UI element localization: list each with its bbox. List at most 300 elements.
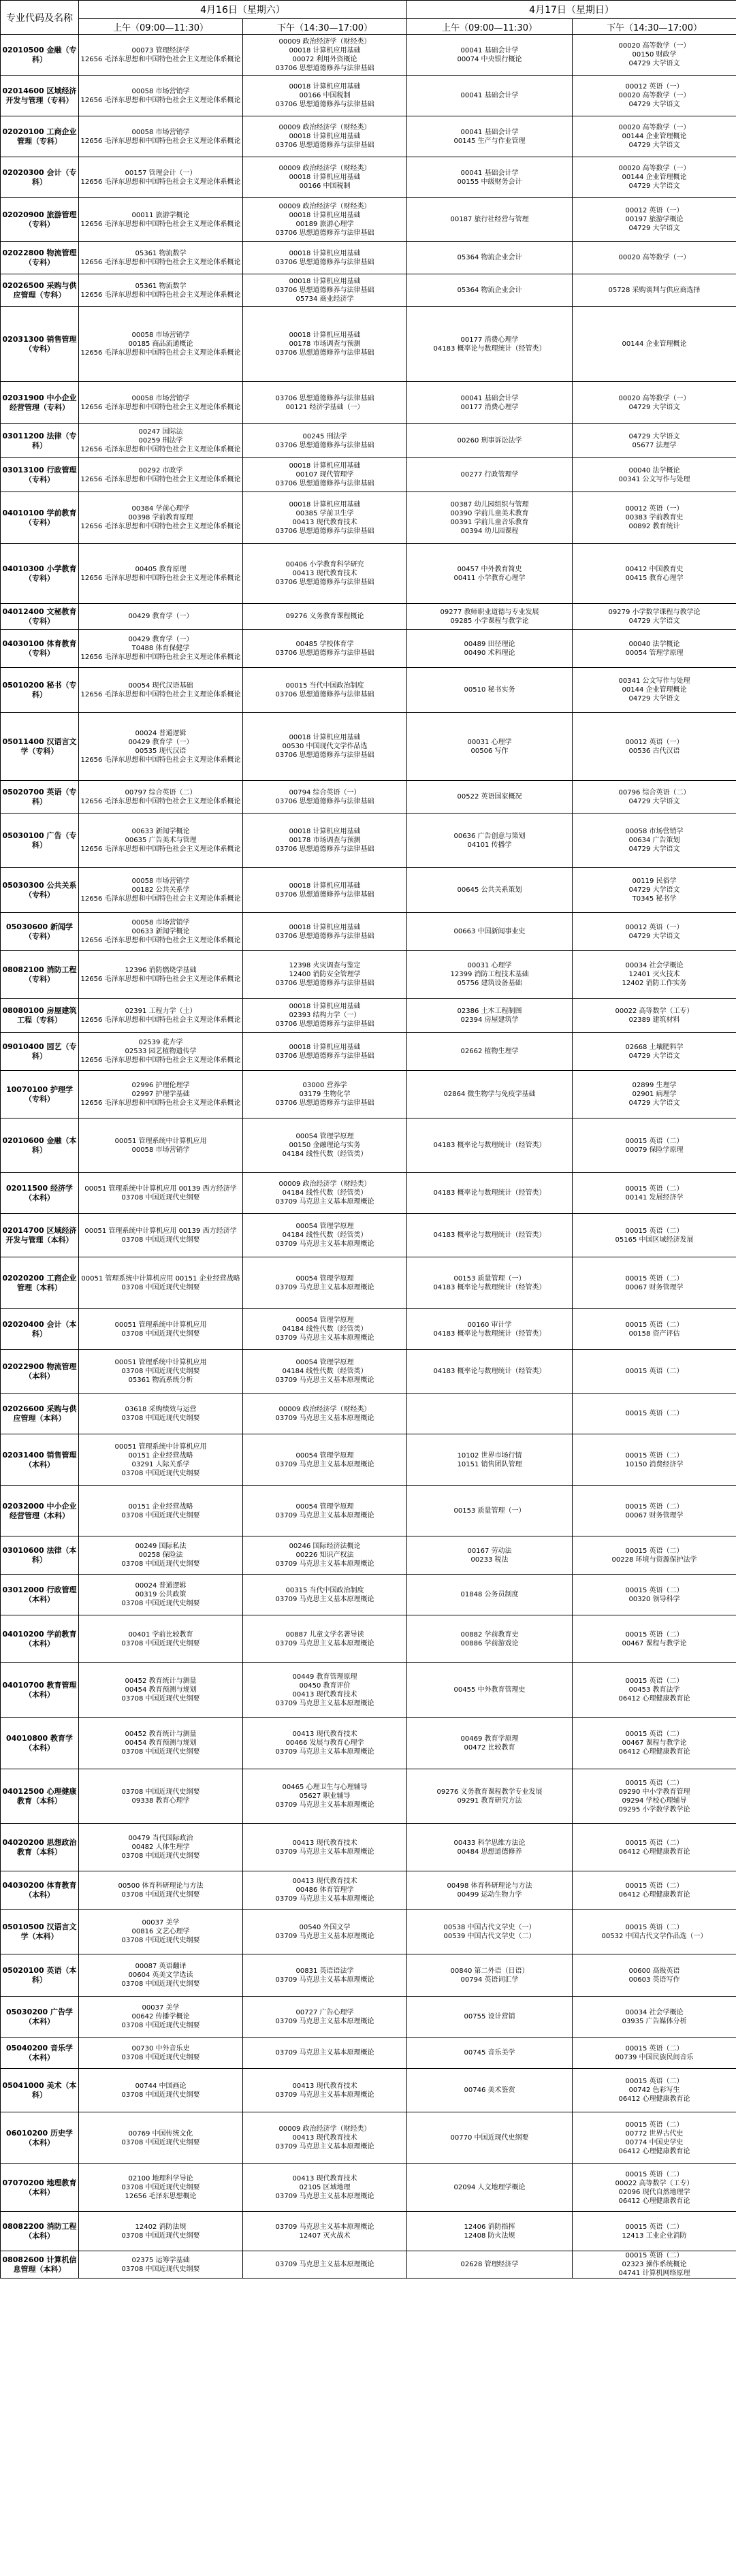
course-item: 03706 思想道德修养与法律基础 [275, 394, 374, 402]
course-item: 00455 中外教育管理史 [453, 1686, 526, 1694]
day2-am-cell [407, 2212, 573, 2251]
course-item: 00467 课程与教学论 [622, 1639, 687, 1647]
major-name: 05010500 汉语言文学（本科） [1, 1910, 79, 1954]
course-item: 00411 小学教育心理学 [453, 574, 526, 582]
day1-am-cell [79, 913, 243, 951]
course-item: 02389 建筑材料 [628, 1016, 680, 1024]
course-item: 00018 计算机应用基础 [289, 923, 361, 931]
day1-pm-cell [243, 242, 407, 274]
day1-pm-cell [243, 630, 407, 668]
major-name: 04010200 学前教育（本科） [1, 1615, 79, 1663]
day2-pm-cell [573, 999, 736, 1033]
course-item: 00249 国际私法 [135, 1543, 187, 1550]
course-item: 01848 公务员制度 [460, 1591, 519, 1598]
course-item: 00387 幼儿园组织与管理 [450, 500, 529, 509]
day1-am-cell [79, 1257, 243, 1309]
day2-am-cell [407, 1575, 573, 1615]
day2-pm-cell [573, 492, 736, 544]
course-item: 12656 毛泽东思想和中国特色社会主义理论体系概论 [80, 756, 241, 764]
day2-am-cell [407, 544, 573, 604]
day2-am-cell [407, 604, 573, 630]
day1-am-cell [79, 1718, 243, 1769]
course-item: 00797 综合英语（二） [125, 788, 197, 796]
table-row [1, 544, 736, 604]
course-item: 02323 操作系统概论 [622, 2261, 687, 2268]
course-item: 00150 财政学 [632, 51, 677, 59]
day2-am-cell [407, 1769, 573, 1824]
course-item: 03706 思想道德修养与法律基础 [275, 349, 374, 357]
course-item: 00144 企业管理概论 [622, 133, 687, 140]
course-item: 05361 物流系统分析 [128, 1376, 193, 1384]
course-item: 00015 英语（二） [625, 2044, 684, 2052]
course-item: 00635 广告美术与管理 [125, 837, 197, 844]
day2-am-cell [407, 1214, 573, 1257]
course-item: 00642 传播学概论 [131, 2013, 190, 2020]
course-item: 00054 管理学原理 [295, 1502, 354, 1511]
table-row [1, 2069, 736, 2112]
day2-am-cell [407, 157, 573, 198]
day1-pm-cell [243, 713, 407, 781]
course-item: 00079 保险学原理 [625, 1146, 684, 1154]
day1-pm-cell [243, 999, 407, 1033]
day2-am-cell [407, 116, 573, 157]
table-row [1, 1536, 736, 1575]
day2-am-cell [407, 1824, 573, 1871]
course-item: 00467 课程与教学论 [622, 1739, 687, 1747]
course-item: 00394 幼儿园课程 [460, 527, 519, 535]
day2-pm-cell [573, 274, 736, 307]
day1-pm-cell [243, 307, 407, 382]
course-item: 04729 大学语文 [628, 101, 680, 108]
course-item: 00247 国际法 [138, 428, 183, 436]
course-item: 00739 中国民族民间音乐 [615, 2053, 694, 2061]
day2-am-cell [407, 242, 573, 274]
course-item: 00015 英语（二） [625, 1630, 684, 1639]
course-item: 12656 毛泽东思想和中国特色社会主义理论体系概论 [80, 895, 241, 903]
course-item: 09295 小学数学教学论 [618, 1805, 690, 1814]
course-item: 12656 毛泽东思想和中国特色社会主义理论体系概论 [80, 846, 241, 853]
course-item: 03706 思想道德修养与法律基础 [275, 441, 374, 449]
course-item: 00413 现代教育技术 [292, 518, 357, 526]
course-item: 03709 马克思主义基本原理概论 [275, 1414, 374, 1422]
major-name: 04030200 体育教育（本科） [1, 1871, 79, 1910]
day2-pm-cell [573, 1871, 736, 1910]
day1-am-cell [79, 630, 243, 668]
course-item: 03706 思想道德修养与法律基础 [275, 579, 374, 586]
day1-am-cell [79, 1575, 243, 1615]
major-name: 04012500 心理健康教育（本科） [1, 1769, 79, 1824]
course-item: 12408 防火法规 [464, 2232, 515, 2240]
day1-am-cell [79, 1309, 243, 1350]
course-item: 12396 消防燃烧学基础 [125, 966, 197, 974]
course-item: 03706 思想道德修养与法律基础 [275, 229, 374, 237]
course-item: 12656 毛泽东思想和中国特色社会主义理论体系概论 [80, 446, 241, 453]
course-item: 00015 英语（二） [625, 2121, 684, 2129]
course-item: 00452 教育统计与测量 [125, 1677, 197, 1685]
course-item: 03709 马克思主义基本原理概论 [275, 1240, 374, 1248]
course-item: 00772 世界古代史 [625, 2129, 684, 2138]
major-name: 02032000 中小企业经营管理（本科） [1, 1486, 79, 1536]
day1-pm-cell [243, 814, 407, 868]
course-item: 00041 基础会计学 [460, 92, 519, 99]
course-item: 00390 学前儿童美术教育 [450, 509, 529, 517]
course-item: 04184 线性代数（经管类） [282, 1325, 368, 1333]
day2-am-cell [407, 1033, 573, 1071]
day2-am-cell [407, 1615, 573, 1663]
course-item: 12656 毛泽东思想和中国特色社会主义理论体系概论 [80, 1099, 241, 1107]
day2-pm-cell [573, 242, 736, 274]
course-item: 00058 市场营销学 [131, 878, 190, 885]
day1-am-cell [79, 1173, 243, 1214]
day2-pm-cell [573, 604, 736, 630]
day2-am-cell [407, 913, 573, 951]
course-item: 00015 英语（二） [625, 1321, 684, 1329]
table-row [1, 604, 736, 630]
course-item: 12656 毛泽东思想和中国特色社会主义理论体系概论 [80, 975, 241, 983]
course-item: 02096 现代自然地理学 [618, 2188, 690, 2196]
day1-pm-cell [243, 544, 407, 604]
course-item: 00009 政治经济学（财经类） [278, 124, 371, 131]
day2-pm-cell [573, 781, 736, 814]
day2-am-cell [407, 814, 573, 868]
course-item: 00153 质量管理（一） [453, 1507, 526, 1515]
course-item: 00413 现代教育技术 [292, 1839, 357, 1847]
course-item: 00015 英语（二） [625, 1451, 684, 1460]
major-name: 02022800 物流管理（专科） [1, 242, 79, 274]
course-item: 00012 英语（一） [625, 738, 684, 746]
course-item: 03708 中国近现代史纲要 [121, 1368, 200, 1375]
day2-pm-cell [573, 2038, 736, 2069]
course-item: 00040 法学概论 [628, 640, 680, 648]
course-item: 03706 思想道德修养与法律基础 [275, 980, 374, 987]
day2-am-cell [407, 274, 573, 307]
day1-am-cell [79, 1214, 243, 1257]
course-item: 03706 思想道德修养与法律基础 [275, 480, 374, 487]
course-item: 03708 中国近现代史纲要 [121, 1695, 200, 1703]
course-item: 03709 马克思主义基本原理概论 [275, 2017, 374, 2025]
course-item: 00510 秘书实务 [464, 686, 515, 694]
course-item: 00015 英语（二） [625, 1677, 684, 1685]
table-row [1, 1486, 736, 1536]
course-item: 03291 人际关系学 [131, 1460, 190, 1468]
course-item: 00454 教育预测与规划 [125, 1686, 197, 1694]
day1-am-cell [79, 35, 243, 76]
table-row [1, 1309, 736, 1350]
course-item: 00391 学前儿童音乐教育 [450, 518, 529, 526]
day1-am-cell [79, 2164, 243, 2212]
day1-pm-cell [243, 1071, 407, 1118]
course-item: 00398 学前教育原理 [128, 514, 193, 521]
course-item: 00182 公共关系学 [131, 886, 190, 894]
major-name: 05030300 公共关系（专科） [1, 868, 79, 913]
day1-am-cell [79, 1769, 243, 1824]
day1-am-cell [79, 1536, 243, 1575]
major-name: 05040200 音乐学（本科） [1, 2038, 79, 2069]
major-name: 04030100 体育教育（专科） [1, 630, 79, 668]
course-item: 00119 民俗学 [632, 878, 677, 885]
course-item: 00485 学校体育学 [295, 640, 354, 648]
course-item: 00479 当代国际政治 [128, 1835, 193, 1842]
course-item: 00015 英语（二） [625, 1410, 684, 1417]
table-row [1, 492, 736, 544]
table-row [1, 1394, 736, 1434]
course-item: 00413 现代教育技术 [292, 2134, 357, 2142]
course-item: 00499 运动生物力学 [457, 1890, 522, 1899]
table-row [1, 1718, 736, 1769]
course-item: 03706 思想道德修养与法律基础 [275, 1099, 374, 1107]
course-item: 00178 市场调查与预测 [289, 340, 361, 348]
day2-pm-cell [573, 868, 736, 913]
course-item: 00177 消费心理学 [460, 403, 519, 411]
course-item: 02899 生理学 [632, 1082, 677, 1089]
table-row [1, 307, 736, 382]
table-row [1, 630, 736, 668]
course-item: 00018 计算机应用基础 [289, 332, 361, 339]
table-row [1, 1997, 736, 2038]
day1-pm-cell [243, 668, 407, 713]
course-item: 12399 消防工程技术基础 [450, 971, 529, 978]
course-item: 00167 劳动法 [467, 1547, 512, 1555]
day1-am-cell [79, 1486, 243, 1536]
course-item: 00018 计算机应用基础 [289, 1043, 361, 1051]
day2-am-cell [407, 1434, 573, 1486]
course-item: 00041 基础会计学 [460, 128, 519, 136]
course-item: 00604 英美文学选读 [128, 1971, 193, 1979]
course-item: 00769 中国传统文化 [128, 2129, 193, 2138]
day2-pm-cell [573, 1486, 736, 1536]
day2-pm-cell [573, 1997, 736, 2038]
day1-pm-cell [243, 868, 407, 913]
course-item: 12400 消防安全管理学 [289, 971, 361, 978]
course-item: 00022 高等数学（工专） [615, 1007, 694, 1015]
day1-am-cell [79, 1350, 243, 1394]
day1-am-cell [79, 492, 243, 544]
course-item: 00413 现代教育技术 [292, 1730, 357, 1738]
course-item: 03706 思想道德修养与法律基础 [275, 890, 374, 899]
course-item: 09338 教育心理学 [131, 1797, 190, 1805]
course-item: 00246 国际经济法概论 [289, 1543, 361, 1550]
course-item: 00054 管理学原理 [295, 1317, 354, 1324]
day2-am-cell [407, 999, 573, 1033]
course-item: 12656 毛泽东思想和中国特色社会主义理论体系概论 [80, 690, 241, 698]
course-item: 12656 毛泽东思想和中国特色社会主义理论体系概论 [80, 797, 241, 805]
course-item: 00457 中外教育简史 [457, 565, 522, 573]
course-item: 12406 消防指挥 [464, 2223, 515, 2231]
course-item: 02105 区域地理 [299, 2184, 351, 2191]
table-row [1, 424, 736, 458]
table-row [1, 1910, 736, 1954]
course-item: 03709 马克思主义基本原理概论 [275, 1848, 374, 1856]
day1-am-cell [79, 1071, 243, 1118]
course-item: 00292 市政学 [138, 466, 183, 474]
course-item: 00770 中国近现代史纲要 [450, 2134, 529, 2142]
course-item: 00177 消费心理学 [460, 336, 519, 344]
course-item: 00645 公共关系策划 [457, 886, 522, 894]
course-item: 03708 中国近现代史纲要 [121, 1511, 200, 1519]
day1-pm-cell [243, 1871, 407, 1910]
course-item: 03708 中国近现代史纲要 [121, 1414, 200, 1422]
course-item: 04729 大学语文 [628, 1099, 680, 1107]
course-item: 00157 管理会计（一） [125, 169, 197, 177]
course-item: 00015 英语（二） [625, 1227, 684, 1235]
day1-pm-cell [243, 198, 407, 242]
major-name: 08082100 消防工程（专科） [1, 951, 79, 999]
course-item: 03179 生物化学 [299, 1091, 351, 1098]
course-item: 10150 消费经济学 [625, 1460, 684, 1468]
course-item: 03706 思想道德修养与法律基础 [275, 287, 374, 294]
course-item: 00054 管理学原理 [295, 1359, 354, 1366]
course-item: 03708 中国近现代史纲要 [121, 1639, 200, 1647]
course-item: 03709 马克思主义基本原理概论 [275, 1932, 374, 1940]
course-item: 05734 商业经济学 [295, 295, 354, 303]
course-item: 00015 英语（二） [625, 1839, 684, 1847]
course-item: 00051 管理系统中计算机应用 [114, 1321, 207, 1329]
course-item: 02391 工程力学（土） [125, 1007, 197, 1015]
day2-am-cell [407, 198, 573, 242]
course-item: 04729 大学语文 [628, 432, 680, 440]
day1-pm-cell [243, 1615, 407, 1663]
day2-pm-cell [573, 1173, 736, 1214]
day1-am-cell [79, 1997, 243, 2038]
course-item: 03709 马克思主义基本原理概论 [275, 2223, 374, 2231]
course-item: 03709 马克思主义基本原理概论 [275, 1460, 374, 1468]
course-item: 00015 英语（二） [625, 1923, 684, 1931]
course-item: 03709 马克思主义基本原理概论 [275, 2049, 374, 2057]
table-row [1, 1615, 736, 1663]
course-item: 00041 基础会计学 [460, 169, 519, 177]
course-item: 09291 教育研究方法 [457, 1797, 522, 1805]
course-item: 03708 中国近现代史纲要 [121, 2091, 200, 2099]
day2-am-cell [407, 424, 573, 458]
course-item: 00051 管理系统中计算机应用 00139 西方经济学 [84, 1227, 237, 1235]
course-item: 00384 学前心理学 [131, 505, 190, 513]
day1-am-cell [79, 274, 243, 307]
day2-pm-cell [573, 1615, 736, 1663]
major-name: 05011400 汉语言文学（专科） [1, 713, 79, 781]
course-item: 00840 第二外语（日语） [450, 1967, 529, 1975]
course-item: 00015 英语（二） [625, 2078, 684, 2085]
course-item: 12407 灭火战术 [299, 2232, 351, 2240]
course-item: 12656 毛泽东思想和中国特色社会主义理论体系概论 [80, 220, 241, 228]
course-item: 03706 思想道德修养与法律基础 [275, 101, 374, 108]
course-item: 00015 英语（二） [625, 1368, 684, 1375]
course-item: 03708 中国近现代史纲要 [121, 1788, 200, 1796]
course-item: 00051 管理系统中计算机应用 [114, 1137, 207, 1145]
day1-pm-cell [243, 951, 407, 999]
major-name: 02020900 旅游管理（专科） [1, 198, 79, 242]
course-item: 00228 环境与资源保护法学 [611, 1556, 697, 1564]
table-row [1, 35, 736, 76]
course-item: 00015 英语（二） [625, 1882, 684, 1890]
course-item: 00189 旅游心理学 [295, 220, 354, 228]
course-item: 03709 马克思主义基本原理概论 [275, 1283, 374, 1291]
course-item: 02996 护理伦理学 [131, 1082, 190, 1089]
course-item: 00034 社会学概论 [625, 962, 684, 969]
course-item: 04183 概率论与数理统计（经管类） [433, 1283, 546, 1291]
course-item: 00166 中国税制 [299, 92, 351, 99]
day2-am-cell [407, 35, 573, 76]
major-name: 07070200 地理教育（本科） [1, 2164, 79, 2212]
course-item: 05756 建筑设备基础 [457, 980, 522, 987]
course-item: 12656 毛泽东思想和中国特色社会主义理论体系概论 [80, 349, 241, 357]
course-item: 00532 中国古代文学作品选（一） [601, 1932, 707, 1940]
day1-pm-cell [243, 1309, 407, 1350]
course-item: 04729 大学语文 [628, 886, 680, 894]
table-row [1, 1769, 736, 1824]
day2-pm-cell [573, 424, 736, 458]
table-row [1, 382, 736, 424]
course-item: T0488 体育保健学 [131, 645, 190, 652]
course-item: 00107 现代管理学 [295, 471, 354, 479]
course-item: 03708 中国近现代史纲要 [121, 1748, 200, 1756]
course-item: 04183 概率论与数理统计（经管类） [433, 1142, 546, 1149]
course-item: 00051 管理系统中计算机应用 00139 西方经济学 [84, 1185, 237, 1193]
major-name: 02020100 工商企业管理（专科） [1, 116, 79, 157]
course-item: 02394 房屋建筑学 [460, 1016, 519, 1024]
course-item: 00484 思想道德修养 [457, 1848, 522, 1856]
course-item: 04729 大学语文 [628, 695, 680, 703]
day1-pm-cell [243, 1663, 407, 1718]
course-item: 00415 教育心理学 [625, 574, 684, 582]
course-item: 00794 综合英语（一） [289, 788, 361, 796]
course-item: 03709 马克思主义基本原理概论 [275, 1560, 374, 1568]
day1-pm-cell [243, 2038, 407, 2069]
course-item: 00385 学前卫生学 [295, 509, 354, 517]
course-item: 12656 毛泽东思想和中国特色社会主义理论体系概论 [80, 96, 241, 104]
course-item: 00072 利用外资概论 [292, 55, 357, 63]
course-item: 00009 政治经济学（财经类） [278, 165, 371, 172]
course-item: 00663 中国新闻事业史 [453, 928, 526, 935]
day2-pm-cell [573, 2164, 736, 2212]
day2-am-cell [407, 2038, 573, 2069]
course-item: 00727 广告心理学 [295, 2008, 354, 2016]
course-item: 00341 公文写作与处理 [618, 677, 690, 685]
course-item: 12402 消防法规 [135, 2223, 187, 2231]
course-item: 12656 毛泽东思想和中国特色社会主义理论体系概论 [80, 523, 241, 530]
course-item: 05728 采购谈判与供应商选择 [608, 287, 701, 294]
course-item: 00413 现代教育技术 [292, 1878, 357, 1885]
course-item: 12656 毛泽东思想和中国特色社会主义理论体系概论 [80, 1016, 241, 1024]
table-row [1, 1575, 736, 1615]
course-item: 00187 旅行社经营与管理 [450, 216, 529, 223]
major-name: 08082600 计算机信息管理（本科） [1, 2251, 79, 2279]
table-row [1, 2112, 736, 2164]
day2-pm-cell [573, 1663, 736, 1718]
major-name: 03010600 法律（本科） [1, 1536, 79, 1575]
course-item: 03706 思想道德修养与法律基础 [275, 1020, 374, 1028]
table-row [1, 814, 736, 868]
day1-am-cell [79, 1394, 243, 1434]
major-name: 02010500 金融（专科） [1, 35, 79, 76]
course-item: 09276 义务教育课程教学专业发展 [436, 1788, 543, 1796]
day2-am-cell [407, 1910, 573, 1954]
course-item: 00073 管理经济学 [131, 46, 190, 54]
course-item: 04183 概率论与数理统计（经管类） [433, 344, 546, 353]
course-item: 03708 中国近现代史纲要 [121, 1937, 200, 1944]
course-item: 00401 学前比较教育 [128, 1630, 193, 1639]
day2-pm-cell [573, 76, 736, 116]
course-item: 00121 经济学基础（一） [285, 403, 364, 411]
course-item: 00260 刑事诉讼法学 [457, 437, 522, 445]
course-item: 12401 灭火技术 [628, 971, 680, 978]
day2-am-cell [407, 458, 573, 492]
day1-am-cell [79, 1434, 243, 1486]
day1-pm-cell [243, 1910, 407, 1954]
day1-am-cell [79, 116, 243, 157]
schedule-body [1, 35, 736, 2279]
day1-pm-cell [243, 1718, 407, 1769]
table-row [1, 1824, 736, 1871]
